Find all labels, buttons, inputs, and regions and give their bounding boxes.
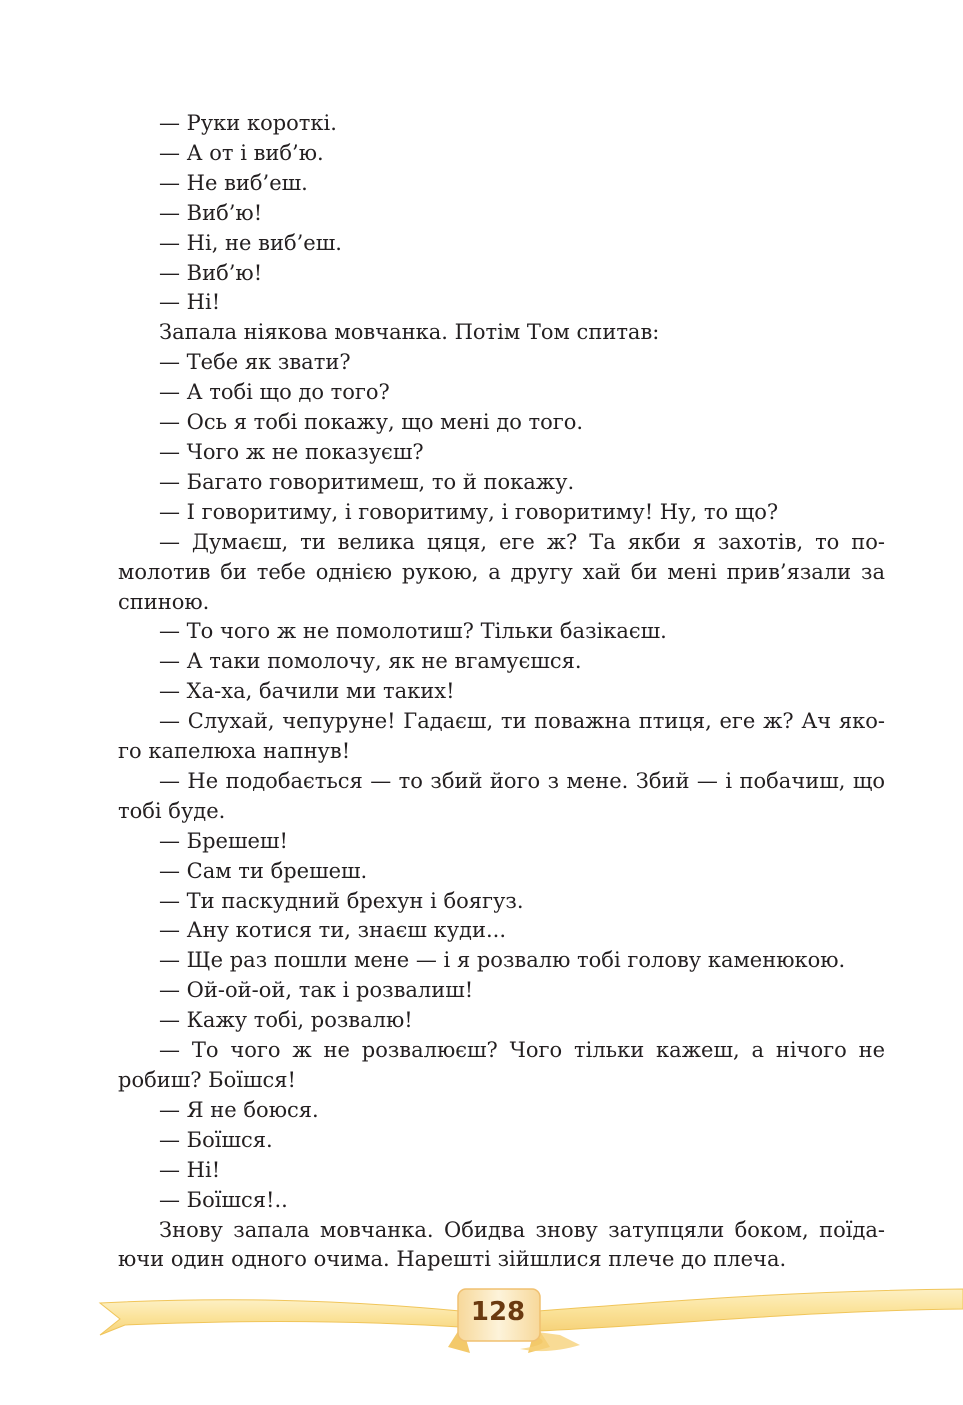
text-line: — Сам ти брешеш. [159,858,368,883]
text-line: — Брешеш! [159,828,288,853]
text-line: Запала ніякова мовчанка. Потім Том спитав: [159,320,660,345]
text-line: — Боїшся!.. [159,1187,288,1212]
text-line: — Кажу тобі, розвалю! [159,1008,413,1033]
text-line: — То чого ж не помолотиш? Тільки базікаєш. [159,619,667,644]
text-line: — Боїшся. [159,1127,273,1152]
text-line: — Ще раз пошли мене — і я розвалю тобі голову каменюкою. [159,948,846,973]
text-line: — Чого ж не показуєш? [159,439,424,464]
text-line: — Виб’ю! [159,260,263,285]
text-line: го капелюха напнув! [118,739,351,764]
text-line: Знову запала мовчанка. Обидва знову затупцяли боком, поїда- [159,1217,885,1242]
text-line: тобі буде. [118,798,226,823]
text-line: — Я не боюся. [159,1097,319,1122]
text-line: робиш? Боїшся! [118,1068,296,1092]
text-line: — Слухай, чепуруне! Гадаєш, ти поважна птиця, еге ж? Ач яко- [159,709,885,734]
page-number: 128 [470,1297,526,1327]
ribbon-right [538,1289,963,1331]
text-line: — Не виб’еш. [159,170,308,195]
text-line: молотив би тебе однією рукою, а другу хай би мені прив’язали за [118,559,885,584]
text-line: — Багато говоритимеш, то й покажу. [159,469,575,494]
text-line: — Ось я тобі покажу, що мені до того. [159,410,584,435]
text-line: — Думаєш, ти велика цяця, еге ж? Та якби я захотів, то по- [159,529,885,554]
text-line: — Ой-ой-ой, так і розвалиш! [159,978,474,1003]
text-line: — Ні, не виб’еш. [159,230,342,255]
text-line: — Ні! [159,290,221,315]
text-line: ючи один одного очима. Нарешті зійшлися плече до плеча. [118,1247,787,1272]
text-line: — Ти паскудний брехун і боягуз. [159,888,524,913]
text-line: — Виб’ю! [159,200,263,225]
text-line: — Не подобається — то збий його з мене. Збий — і побачиш, що [159,768,885,793]
text-line: — А таки помолочу, як не вгамуєшся. [159,649,582,674]
text-line: — Руки короткі. [159,111,337,135]
text-line: — А тобі що до того? [159,380,390,405]
text-line: — Ха-ха, бачили ми таких! [159,679,455,704]
text-line: спиною. [118,589,210,614]
text-line: — То чого ж не розвалюєш? Чого тільки кажеш, а нічого не [159,1038,885,1063]
text-line: — Ні! [159,1157,221,1182]
text-line: — Ану котися ти, знаєш куди... [159,918,507,943]
ribbon-left [100,1300,460,1335]
page-text [118,109,885,1275]
text-line: — А от і виб’ю. [159,140,324,165]
text-line: — І говоритиму, і говоритиму, і говоритиму! Ну, то що? [159,499,779,524]
text-line: — Тебе як звати? [159,350,351,375]
